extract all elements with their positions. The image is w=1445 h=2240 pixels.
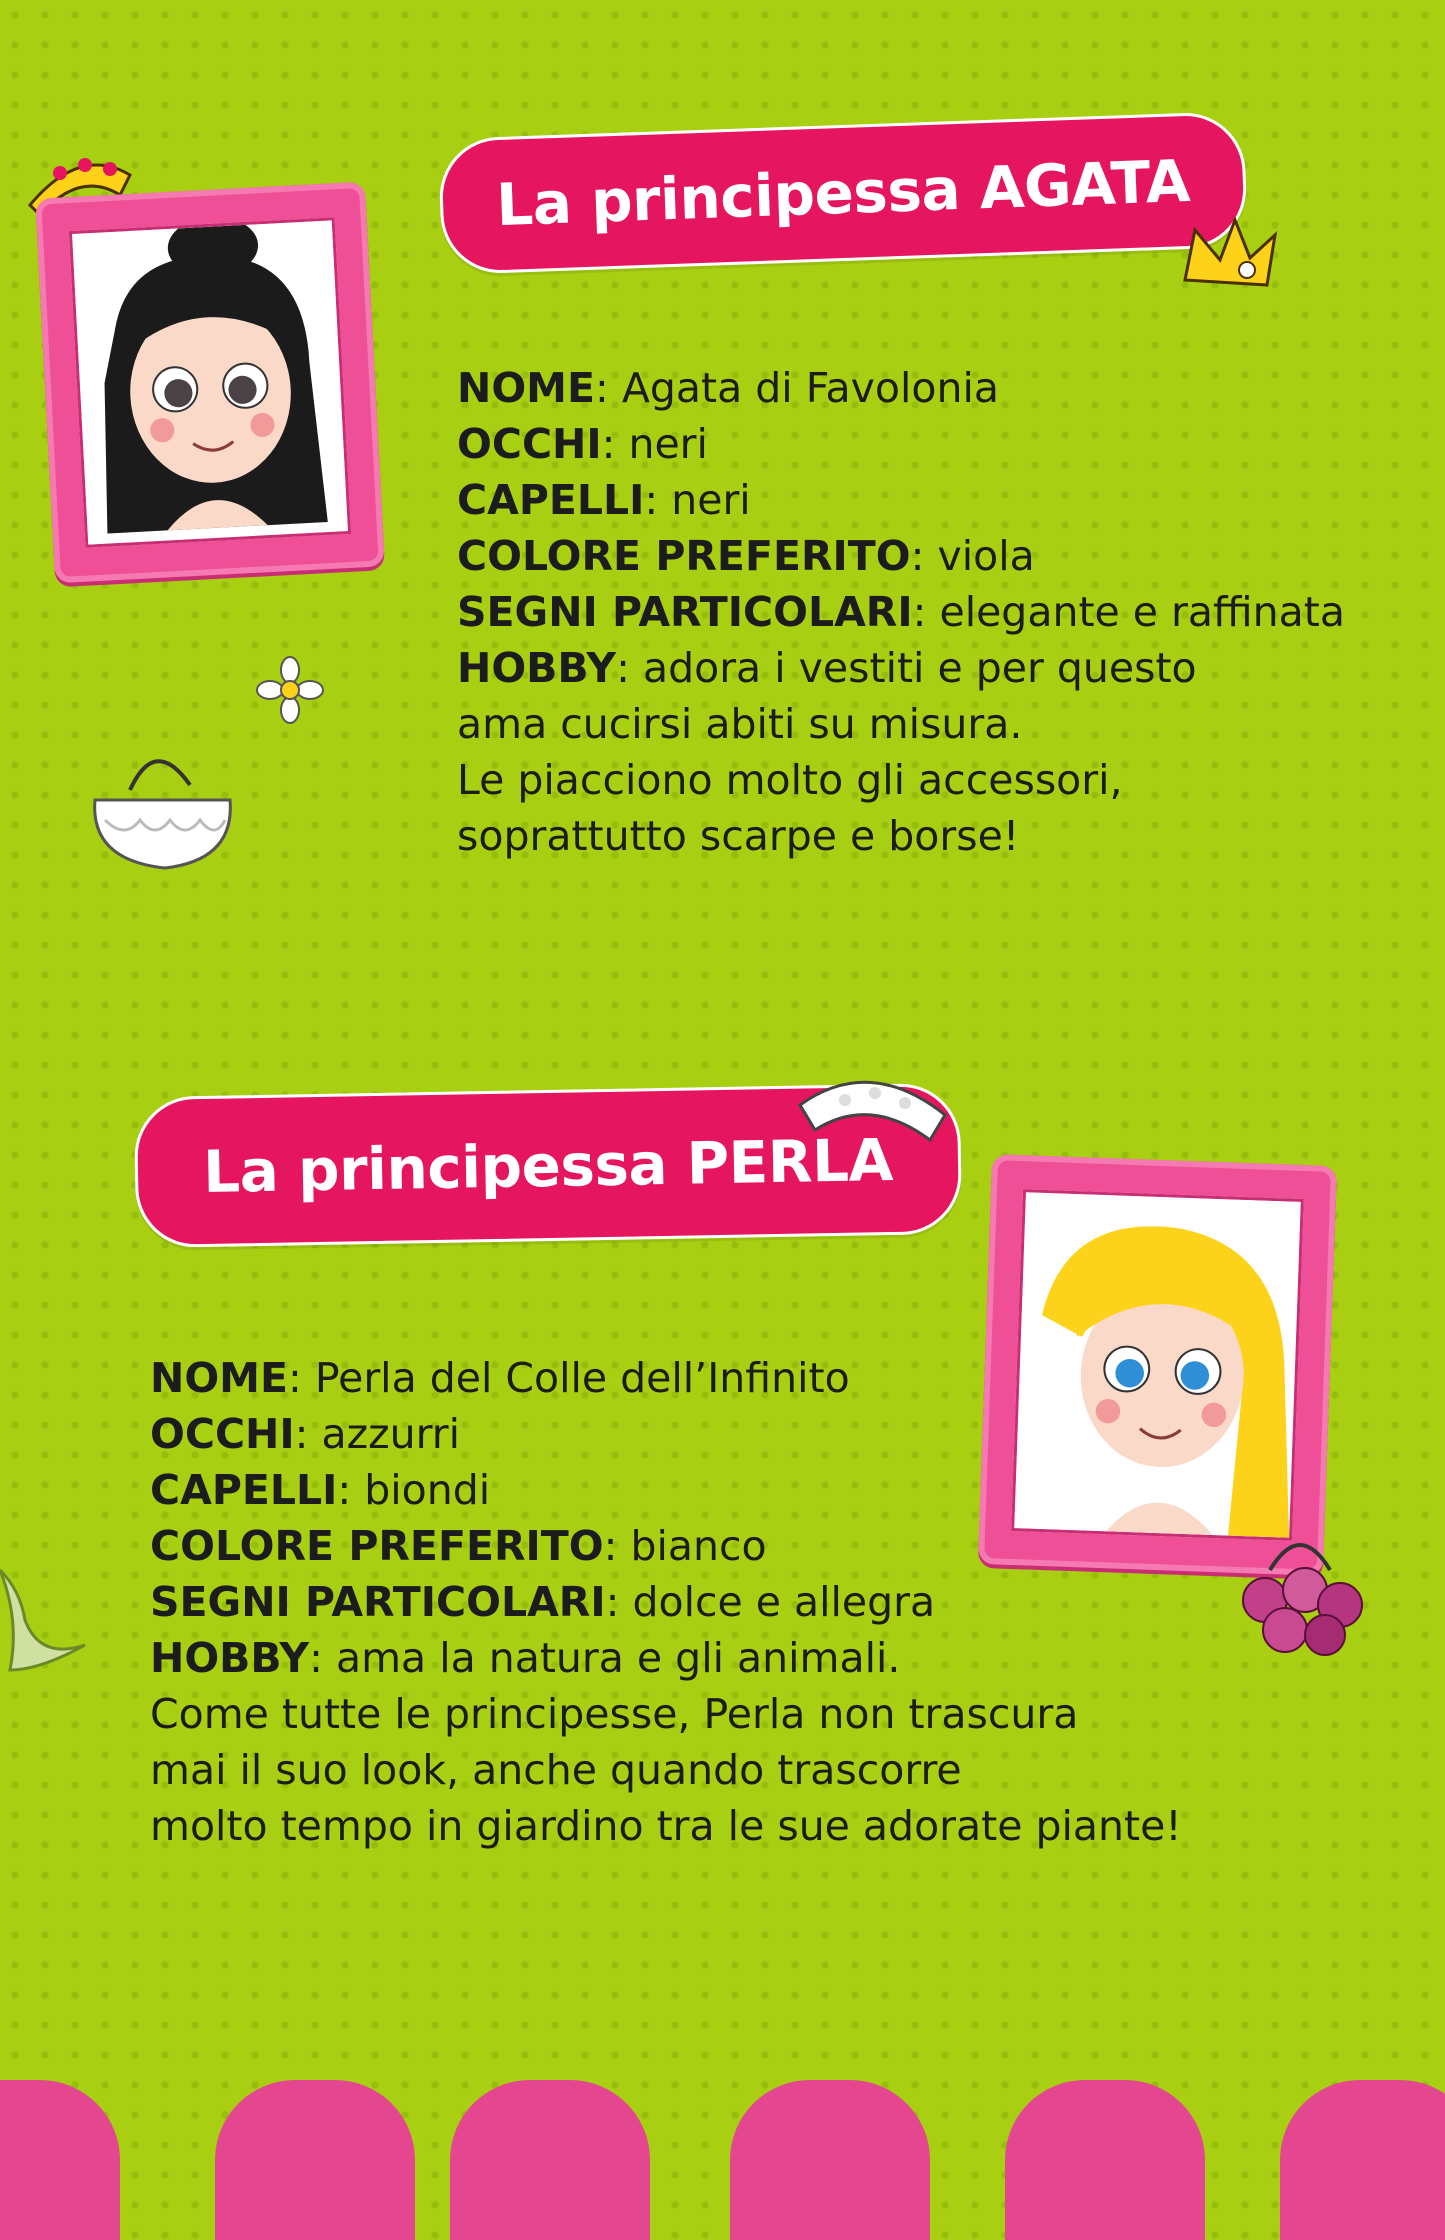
- agata-nome-value: : Agata di Favolonia: [594, 364, 999, 412]
- bottom-scallop: [1280, 2080, 1445, 2240]
- perla-hobby-text: Come tutte le principesse, Perla non trascura: [150, 1690, 1079, 1738]
- perla-profile: [150, 1350, 1182, 1854]
- perla-colore-label: COLORE PREFERITO: [150, 1522, 604, 1570]
- rose-bag-icon: [1225, 1520, 1375, 1660]
- agata-profile: [457, 360, 1345, 864]
- tiara-icon: [790, 1065, 955, 1155]
- perla-segni-label: SEGNI PARTICOLARI: [150, 1578, 606, 1626]
- agata-hobby-text: soprattutto scarpe e borse!: [457, 812, 1020, 860]
- perla-capelli-label: CAPELLI: [150, 1466, 338, 1514]
- agata-hobby-text: Le piacciono molto gli accessori,: [457, 756, 1123, 804]
- bottom-scallop: [215, 2080, 415, 2240]
- agata-occhi-label: OCCHI: [457, 420, 602, 468]
- bottom-scallop: [1005, 2080, 1205, 2240]
- perla-segni-value: : dolce e allegra: [605, 1578, 936, 1626]
- leaf-icon: [0, 1560, 90, 1700]
- bottom-scallop: [730, 2080, 930, 2240]
- perla-hobby-text: mai il suo look, anche quando trascorre: [150, 1746, 962, 1794]
- perla-hobby-label: HOBBY: [150, 1634, 310, 1682]
- agata-capelli-label: CAPELLI: [457, 476, 645, 524]
- bottom-scallop: [450, 2080, 650, 2240]
- bottom-scallop: [0, 2080, 120, 2240]
- perla-nome-label: NOME: [150, 1354, 288, 1402]
- agata-hobby-text: ama cucirsi abiti su misura.: [457, 700, 1023, 748]
- perla-nome-value: : Perla del Colle dell’Infinito: [287, 1354, 850, 1402]
- agata-nome-label: NOME: [457, 364, 595, 412]
- perla-colore-line: [150, 1518, 1182, 1574]
- perla-colore-value: : bianco: [603, 1522, 767, 1570]
- agata-portrait: [69, 217, 351, 547]
- agata-segni-line: [457, 584, 1345, 640]
- agata-segni-value: : elegante e raffinata: [912, 588, 1345, 636]
- agata-occhi-line: [457, 416, 1345, 472]
- perla-occhi-label: OCCHI: [150, 1410, 295, 1458]
- agata-colore-label: COLORE PREFERITO: [457, 532, 911, 580]
- agata-portrait-frame: [35, 182, 385, 584]
- perla-hobby-line: [150, 1630, 1182, 1686]
- perla-hobby-value: : ama la natura e gli animali.: [309, 1634, 901, 1682]
- agata-capelli-value: : neri: [644, 476, 751, 524]
- agata-occhi-value: : neri: [601, 420, 708, 468]
- agata-capelli-line: [457, 472, 1345, 528]
- perla-occhi-line: [150, 1406, 1182, 1462]
- agata-hobby-label: HOBBY: [457, 644, 617, 692]
- perla-hobby-text: molto tempo in giardino tra le sue adorate piante!: [150, 1802, 1182, 1850]
- handbag-icon: [85, 730, 240, 875]
- agata-nome-line: [457, 360, 1345, 416]
- flower-icon: [255, 655, 325, 725]
- crown-icon: [1175, 200, 1285, 310]
- agata-colore-value: : viola: [910, 532, 1035, 580]
- perla-segni-line: [150, 1574, 1182, 1630]
- perla-capelli-value: : biondi: [337, 1466, 491, 1514]
- agata-colore-line: [457, 528, 1345, 584]
- perla-capelli-line: [150, 1462, 1182, 1518]
- agata-title: La principessa AGATA: [495, 146, 1191, 240]
- agata-segni-label: SEGNI PARTICOLARI: [457, 588, 913, 636]
- perla-nome-line: [150, 1350, 1182, 1406]
- perla-title: La principessa PERLA: [202, 1125, 894, 1206]
- perla-occhi-value: : azzurri: [294, 1410, 460, 1458]
- agata-hobby-line: [457, 640, 1345, 696]
- agata-title-banner: [438, 111, 1248, 275]
- agata-hobby-value: : adora i vestiti e per questo: [616, 644, 1197, 692]
